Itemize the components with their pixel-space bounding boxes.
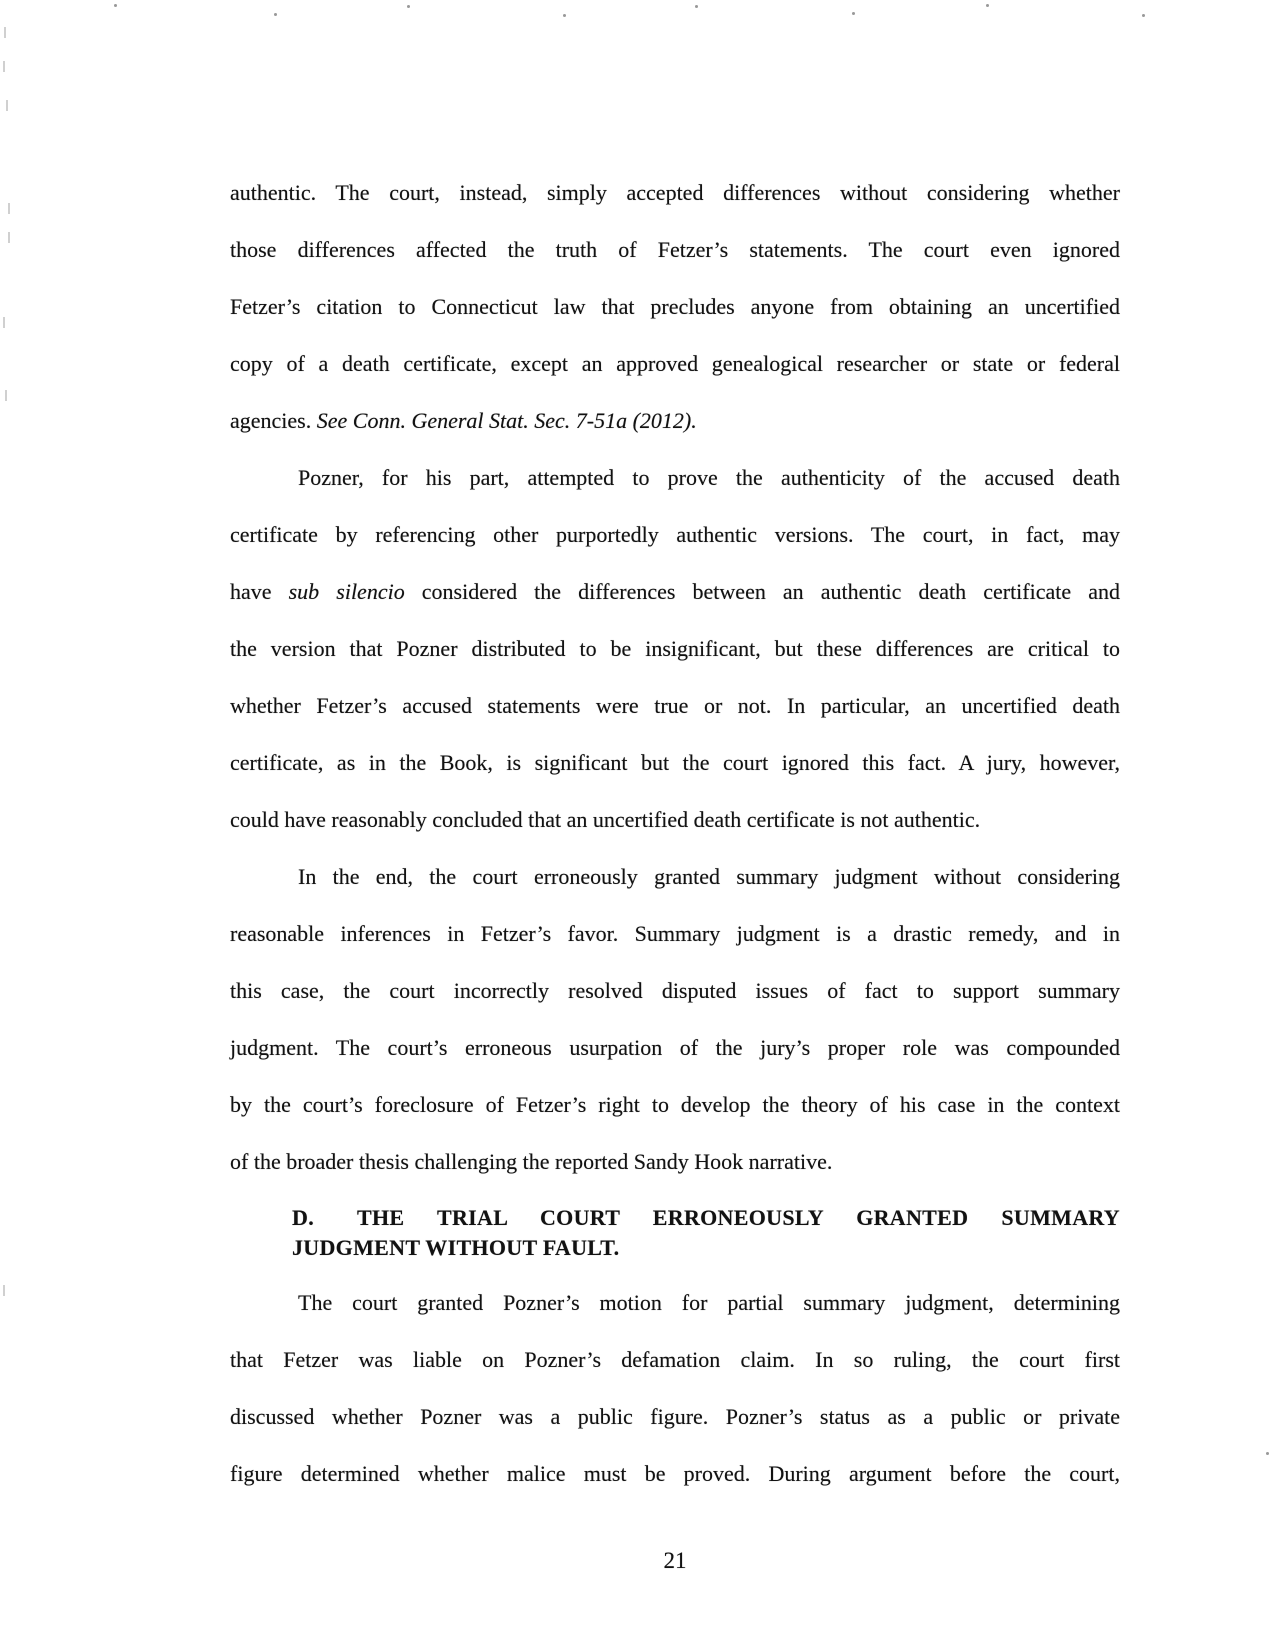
scan-speck [563, 14, 566, 17]
italic-citation-text: sub silencio [288, 579, 405, 604]
body-text: certificate by referencing other purportedly authentic versions. The court, in fact, may [230, 522, 1120, 547]
text-line [230, 164, 1120, 221]
text-line [230, 335, 1120, 392]
text-line [230, 677, 1120, 734]
body-text: Pozner, for his part, attempted to prove the authenticity of the accused death [298, 465, 1120, 490]
text-line [230, 1076, 1120, 1133]
text-line [230, 1133, 1120, 1190]
section-heading-text: THE TRIAL COURT ERRONEOUSLY GRANTED SUMMARY [357, 1205, 1120, 1230]
body-text: agencies. [230, 408, 317, 433]
scan-edge-mark [8, 232, 10, 243]
text-line [230, 278, 1120, 335]
scan-speck [114, 4, 117, 7]
text-line [230, 506, 1120, 563]
text-line [230, 791, 1120, 848]
scan-speck [1142, 14, 1145, 17]
scan-edge-mark [5, 390, 7, 401]
scan-edge-mark [3, 1285, 5, 1296]
scan-speck [986, 4, 989, 7]
scan-speck [1266, 1452, 1269, 1455]
body-text: that Fetzer was liable on Pozner’s defamation claim. In so ruling, the court first [230, 1347, 1120, 1372]
body-text: In the end, the court erroneously granted summary judgment without considering [298, 864, 1120, 889]
text-line [230, 848, 1120, 905]
scan-edge-mark [3, 61, 5, 72]
body-text: by the court’s foreclosure of Fetzer’s right to develop the theory of his case in the context [230, 1092, 1120, 1117]
scan-edge-mark [4, 27, 6, 38]
scan-edge-mark [3, 317, 5, 328]
scan-edge-mark [8, 203, 10, 214]
body-text: have [230, 579, 289, 604]
paragraph [230, 848, 1120, 1190]
text-line [230, 962, 1120, 1019]
paragraph [230, 449, 1120, 848]
text-line [230, 563, 1120, 620]
text-line [230, 1388, 1120, 1445]
body-text: considered the differences between an authentic death certificate and [404, 579, 1120, 604]
text-line [230, 905, 1120, 962]
scan-speck [695, 5, 698, 8]
scan-speck [852, 12, 855, 15]
text-line [230, 392, 1120, 449]
text-line [230, 1019, 1120, 1076]
body-text: discussed whether Pozner was a public figure. Pozner’s status as a public or private [230, 1404, 1120, 1429]
body-text: this case, the court incorrectly resolved disputed issues of fact to support summary [230, 978, 1120, 1003]
text-line [230, 449, 1120, 506]
body-text: Fetzer’s citation to Connecticut law that precludes anyone from obtaining an uncertified [230, 294, 1120, 319]
section-heading-line [292, 1203, 1120, 1233]
body-text: of the broader thesis challenging the reported Sandy Hook narrative. [230, 1149, 833, 1174]
section-heading-text: JUDGMENT WITHOUT FAULT. [292, 1235, 620, 1260]
italic-citation-text: See Conn. General Stat. Sec. 7-51a (2012). [316, 408, 697, 433]
scan-speck [407, 5, 410, 8]
section-heading-label: D. [292, 1205, 314, 1230]
body-text: the version that Pozner distributed to be insignificant, but these differences are critical to [230, 636, 1120, 661]
paragraph [230, 164, 1120, 449]
section-heading-line [292, 1233, 1120, 1263]
text-line [230, 221, 1120, 278]
body-text: reasonable inferences in Fetzer’s favor. Summary judgment is a drastic remedy, and in [230, 921, 1120, 946]
body-text: copy of a death certificate, except an approved genealogical researcher or state or federal [230, 351, 1120, 376]
section-heading [292, 1203, 1120, 1263]
scan-speck [274, 13, 277, 16]
text-block [230, 164, 1120, 1502]
text-line [230, 620, 1120, 677]
body-text: those differences affected the truth of Fetzer’s statements. The court even ignored [230, 237, 1120, 262]
text-line [230, 1445, 1120, 1502]
text-line [230, 1274, 1120, 1331]
text-line [230, 1331, 1120, 1388]
scan-edge-mark [6, 100, 8, 111]
body-text: whether Fetzer’s accused statements were true or not. In particular, an uncertified death [230, 693, 1120, 718]
body-text: could have reasonably concluded that an uncertified death certificate is not authentic. [230, 807, 981, 832]
body-text: figure determined whether malice must be proved. During argument before the court, [230, 1461, 1120, 1486]
body-text: judgment. The court’s erroneous usurpation of the jury’s proper role was compounded [230, 1035, 1120, 1060]
body-text: certificate, as in the Book, is significant but the court ignored this fact. A jury, however, [230, 750, 1120, 775]
text-line [230, 734, 1120, 791]
page-number: 21 [663, 1548, 687, 1573]
body-text: The court granted Pozner’s motion for partial summary judgment, determining [298, 1290, 1120, 1315]
paragraph [230, 1274, 1120, 1502]
body-text: authentic. The court, instead, simply accepted differences without considering whether [230, 180, 1120, 205]
